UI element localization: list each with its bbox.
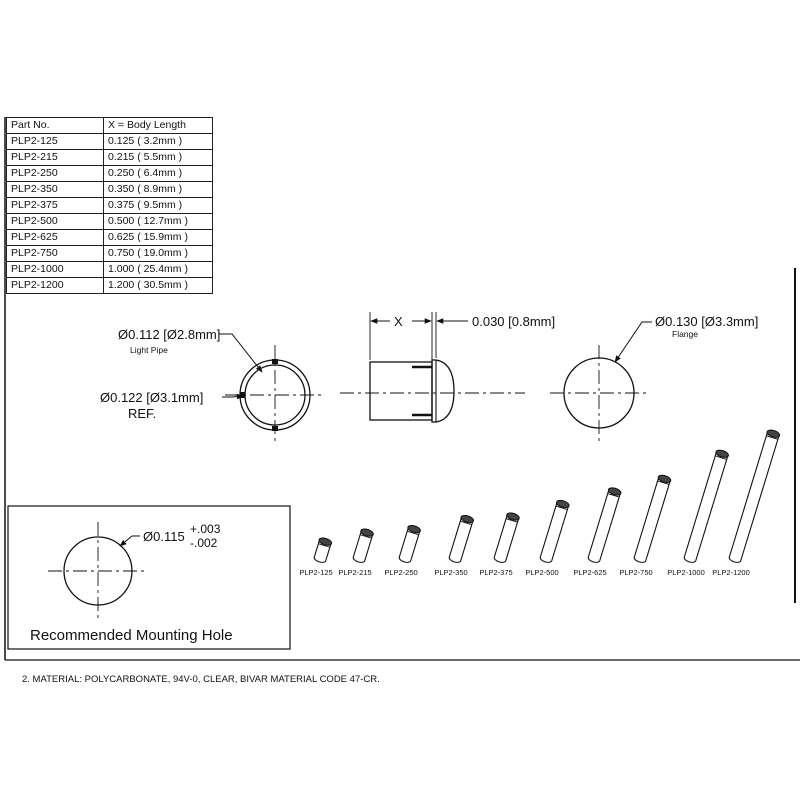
light-pipe-part [683,449,729,564]
part-length-table [6,117,213,294]
table-row [7,214,213,230]
part-no-cell: PLP2-750 [7,246,104,262]
table-row [7,262,213,278]
body-length-cell: 0.350 ( 8.9mm ) [104,182,213,198]
part-label: PLP2-250 [384,568,418,577]
flange-label: Flange [672,329,698,339]
flange-thickness-dimension: 0.030 [0.8mm] [472,314,556,329]
body-length-cell: 0.750 ( 19.0mm ) [104,246,213,262]
table-header-row [7,118,213,134]
table-row [7,198,213,214]
part-label: PLP2-750 [619,568,653,577]
part-label: PLP2-215 [338,568,372,577]
part-label: PLP2-500 [525,568,559,577]
body-length-cell: 1.000 ( 25.4mm ) [104,262,213,278]
mounting-hole-title: Recommended Mounting Hole [30,627,233,644]
part-label: PLP2-375 [479,568,513,577]
light-pipe-part [352,528,374,564]
x-dimension-label: X [394,314,403,329]
hole-dim-base: Ø0.115 [143,529,185,544]
part-no-cell: PLP2-625 [7,230,104,246]
part-no-cell: PLP2-1200 [7,278,104,294]
part-label: PLP2-1200 [712,568,750,577]
table-row [7,182,213,198]
part-no-cell: PLP2-500 [7,214,104,230]
part-label: PLP2-1000 [667,568,705,577]
part-label: PLP2-625 [573,568,607,577]
light-pipe-part [728,429,781,564]
body-length-cell: 0.215 ( 5.5mm ) [104,150,213,166]
part-no-cell: PLP2-375 [7,198,104,214]
table-row [7,230,213,246]
light-pipe-part [448,514,474,564]
table-row [7,278,213,294]
part-label: PLP2-125 [299,568,333,577]
column-header-part-no: Part No. [7,118,104,134]
flange-dimension: Ø0.130 [Ø3.3mm] [655,314,759,329]
body-length-cell: 0.500 ( 12.7mm ) [104,214,213,230]
flange-end-view [550,322,652,442]
part-no-cell: PLP2-1000 [7,262,104,278]
body-length-cell: 0.125 ( 3.2mm ) [104,134,213,150]
ref-label: REF. [128,406,157,421]
part-no-cell: PLP2-125 [7,134,104,150]
table-row [7,134,213,150]
hole-tolerance-minus: -.002 [190,536,218,550]
light-pipe-part [493,512,520,564]
light-pipe-part [587,487,622,564]
part-no-cell: PLP2-250 [7,166,104,182]
light-pipe-dimension: Ø0.112 [Ø2.8mm] [118,327,221,342]
mounting-hole-dimension [143,529,185,544]
material-note: 2. MATERIAL: POLYCARBONATE, 94V-0, CLEAR, BIVAR MATERIAL CODE 47-CR. [22,674,380,685]
body-length-cell: 0.250 ( 6.4mm ) [104,166,213,182]
part-label: PLP2-350 [434,568,468,577]
part-no-cell: PLP2-350 [7,182,104,198]
table-row [7,246,213,262]
light-pipe-label: Light Pipe [130,345,168,355]
part-no-cell: PLP2-215 [7,150,104,166]
table-row [7,150,213,166]
ref-dimension: Ø0.122 [Ø3.1mm] [100,390,204,405]
light-pipe-part [313,537,333,564]
part-series [299,429,780,577]
light-pipe-part [539,499,570,564]
light-pipe-part [398,524,421,564]
light-pipe-end-view [219,334,325,445]
light-pipe-part [633,474,672,564]
hole-tolerance-plus: +.003 [190,522,221,536]
body-length-cell: 0.625 ( 15.9mm ) [104,230,213,246]
table-row [7,166,213,182]
body-length-cell: 1.200 ( 30.5mm ) [104,278,213,294]
body-length-cell: 0.375 ( 9.5mm ) [104,198,213,214]
column-header-body-length: X = Body Length [104,118,213,134]
